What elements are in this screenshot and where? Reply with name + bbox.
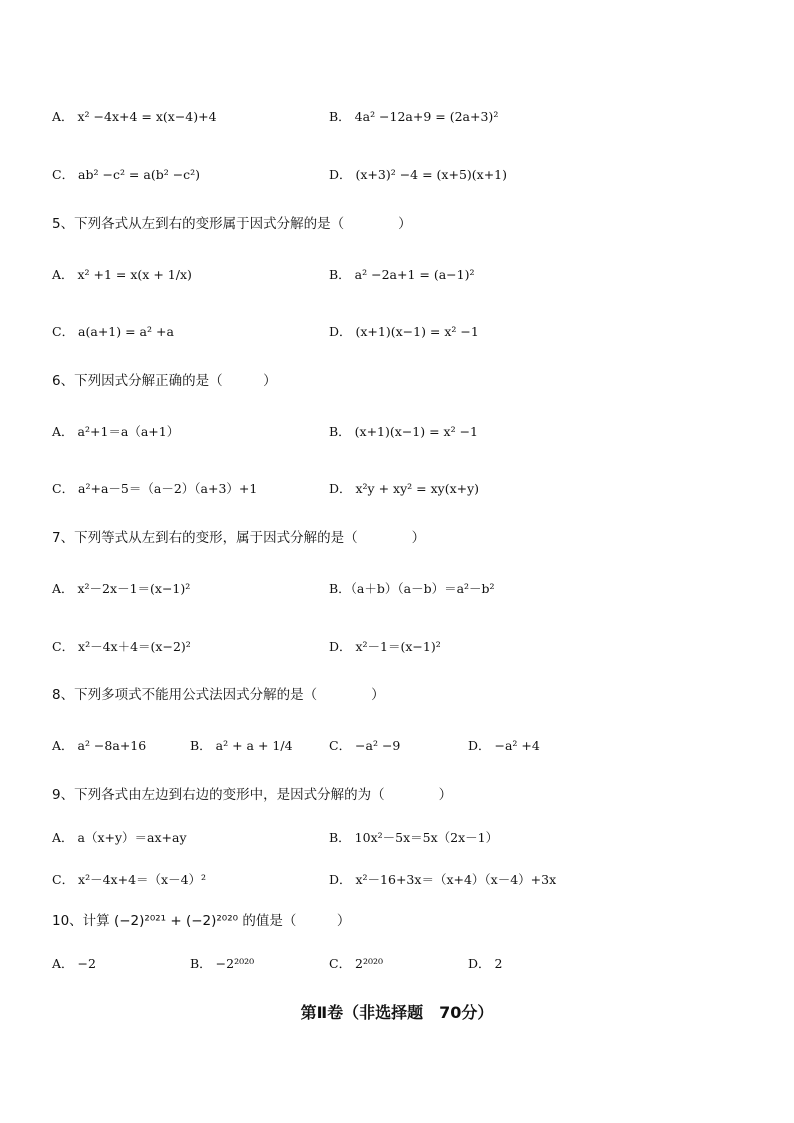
- q8-stem: 8、下列多项式不能用公式法因式分解的是（ ）: [52, 687, 385, 703]
- q4-option-d: D． (x+3)² −4 = (x+5)(x+1): [329, 167, 508, 182]
- q4-option-b: B． 4a² −12a+9 = (2a+3)²: [329, 109, 499, 124]
- q10-stem: 10、计算 (−2)²⁰²¹ + (−2)²⁰²⁰ 的值是（ ）: [52, 913, 351, 929]
- q8-option-c: C． −a² −9: [329, 738, 401, 753]
- q10-option-c: C． 2²⁰²⁰: [329, 956, 384, 971]
- q9-option-b: B． 10x²－5x＝5x（2x－1）: [329, 830, 499, 845]
- q8-option-d: D． −a² +4: [468, 738, 540, 753]
- q6-stem: 6、下列因式分解正确的是（ ）: [52, 373, 277, 389]
- q7-option-c: C． x²－4x＋4＝(x−2)²: [52, 639, 191, 654]
- q7-option-a: A． x²－2x－1＝(x−1)²: [52, 581, 191, 596]
- q5-option-c: C． a(a+1) = a² +a: [52, 324, 174, 339]
- q8-option-a: A． a² −8a+16: [52, 738, 147, 753]
- q9-stem: 9、下列各式由左边到右边的变形中，是因式分解的为（ ）: [52, 787, 453, 803]
- q9-option-d: D． x²－16+3x＝（x+4）（x－4）+3x: [329, 872, 557, 887]
- q5-stem: 5、下列各式从左到右的变形属于因式分解的是（ ）: [52, 216, 412, 232]
- q7-option-d: D． x²－1＝(x−1)²: [329, 639, 441, 654]
- section-title: 第Ⅱ卷（非选择题 70分）: [300, 1003, 494, 1022]
- q10-option-a: A． −2: [52, 956, 96, 971]
- q6-option-a: A． a²+1＝a（a+1）: [52, 424, 180, 439]
- q6-option-c: C． a²+a－5＝（a－2）（a+3）+1: [52, 481, 258, 496]
- q6-option-b: B． (x+1)(x−1) = x² −1: [329, 424, 478, 439]
- q8-option-b: B． a² + a + 1/4: [190, 738, 293, 753]
- q4-option-a: A． x² −4x+4 = x(x−4)+4: [52, 109, 217, 124]
- q10-option-d: D． 2: [468, 956, 503, 971]
- q9-option-a: A． a（x+y）＝ax+ay: [52, 830, 187, 845]
- q5-option-d: D． (x+1)(x−1) = x² −1: [329, 324, 479, 339]
- q7-stem: 7、下列等式从左到右的变形，属于因式分解的是（ ）: [52, 530, 426, 546]
- q9-option-c: C． x²－4x+4＝（x－4）²: [52, 872, 207, 887]
- q6-option-d: D． x²y + xy² = xy(x+y): [329, 481, 480, 496]
- q10-option-b: B． −2²⁰²⁰: [190, 956, 255, 971]
- q5-option-a: A． x² +1 = x(x + 1/x): [52, 267, 192, 282]
- q5-option-b: B． a² −2a+1 = (a−1)²: [329, 267, 475, 282]
- q4-option-c: C． ab² −c² = a(b² −c²): [52, 167, 201, 182]
- q7-option-b: B．（a＋b）（a－b）＝a²－b²: [329, 581, 495, 596]
